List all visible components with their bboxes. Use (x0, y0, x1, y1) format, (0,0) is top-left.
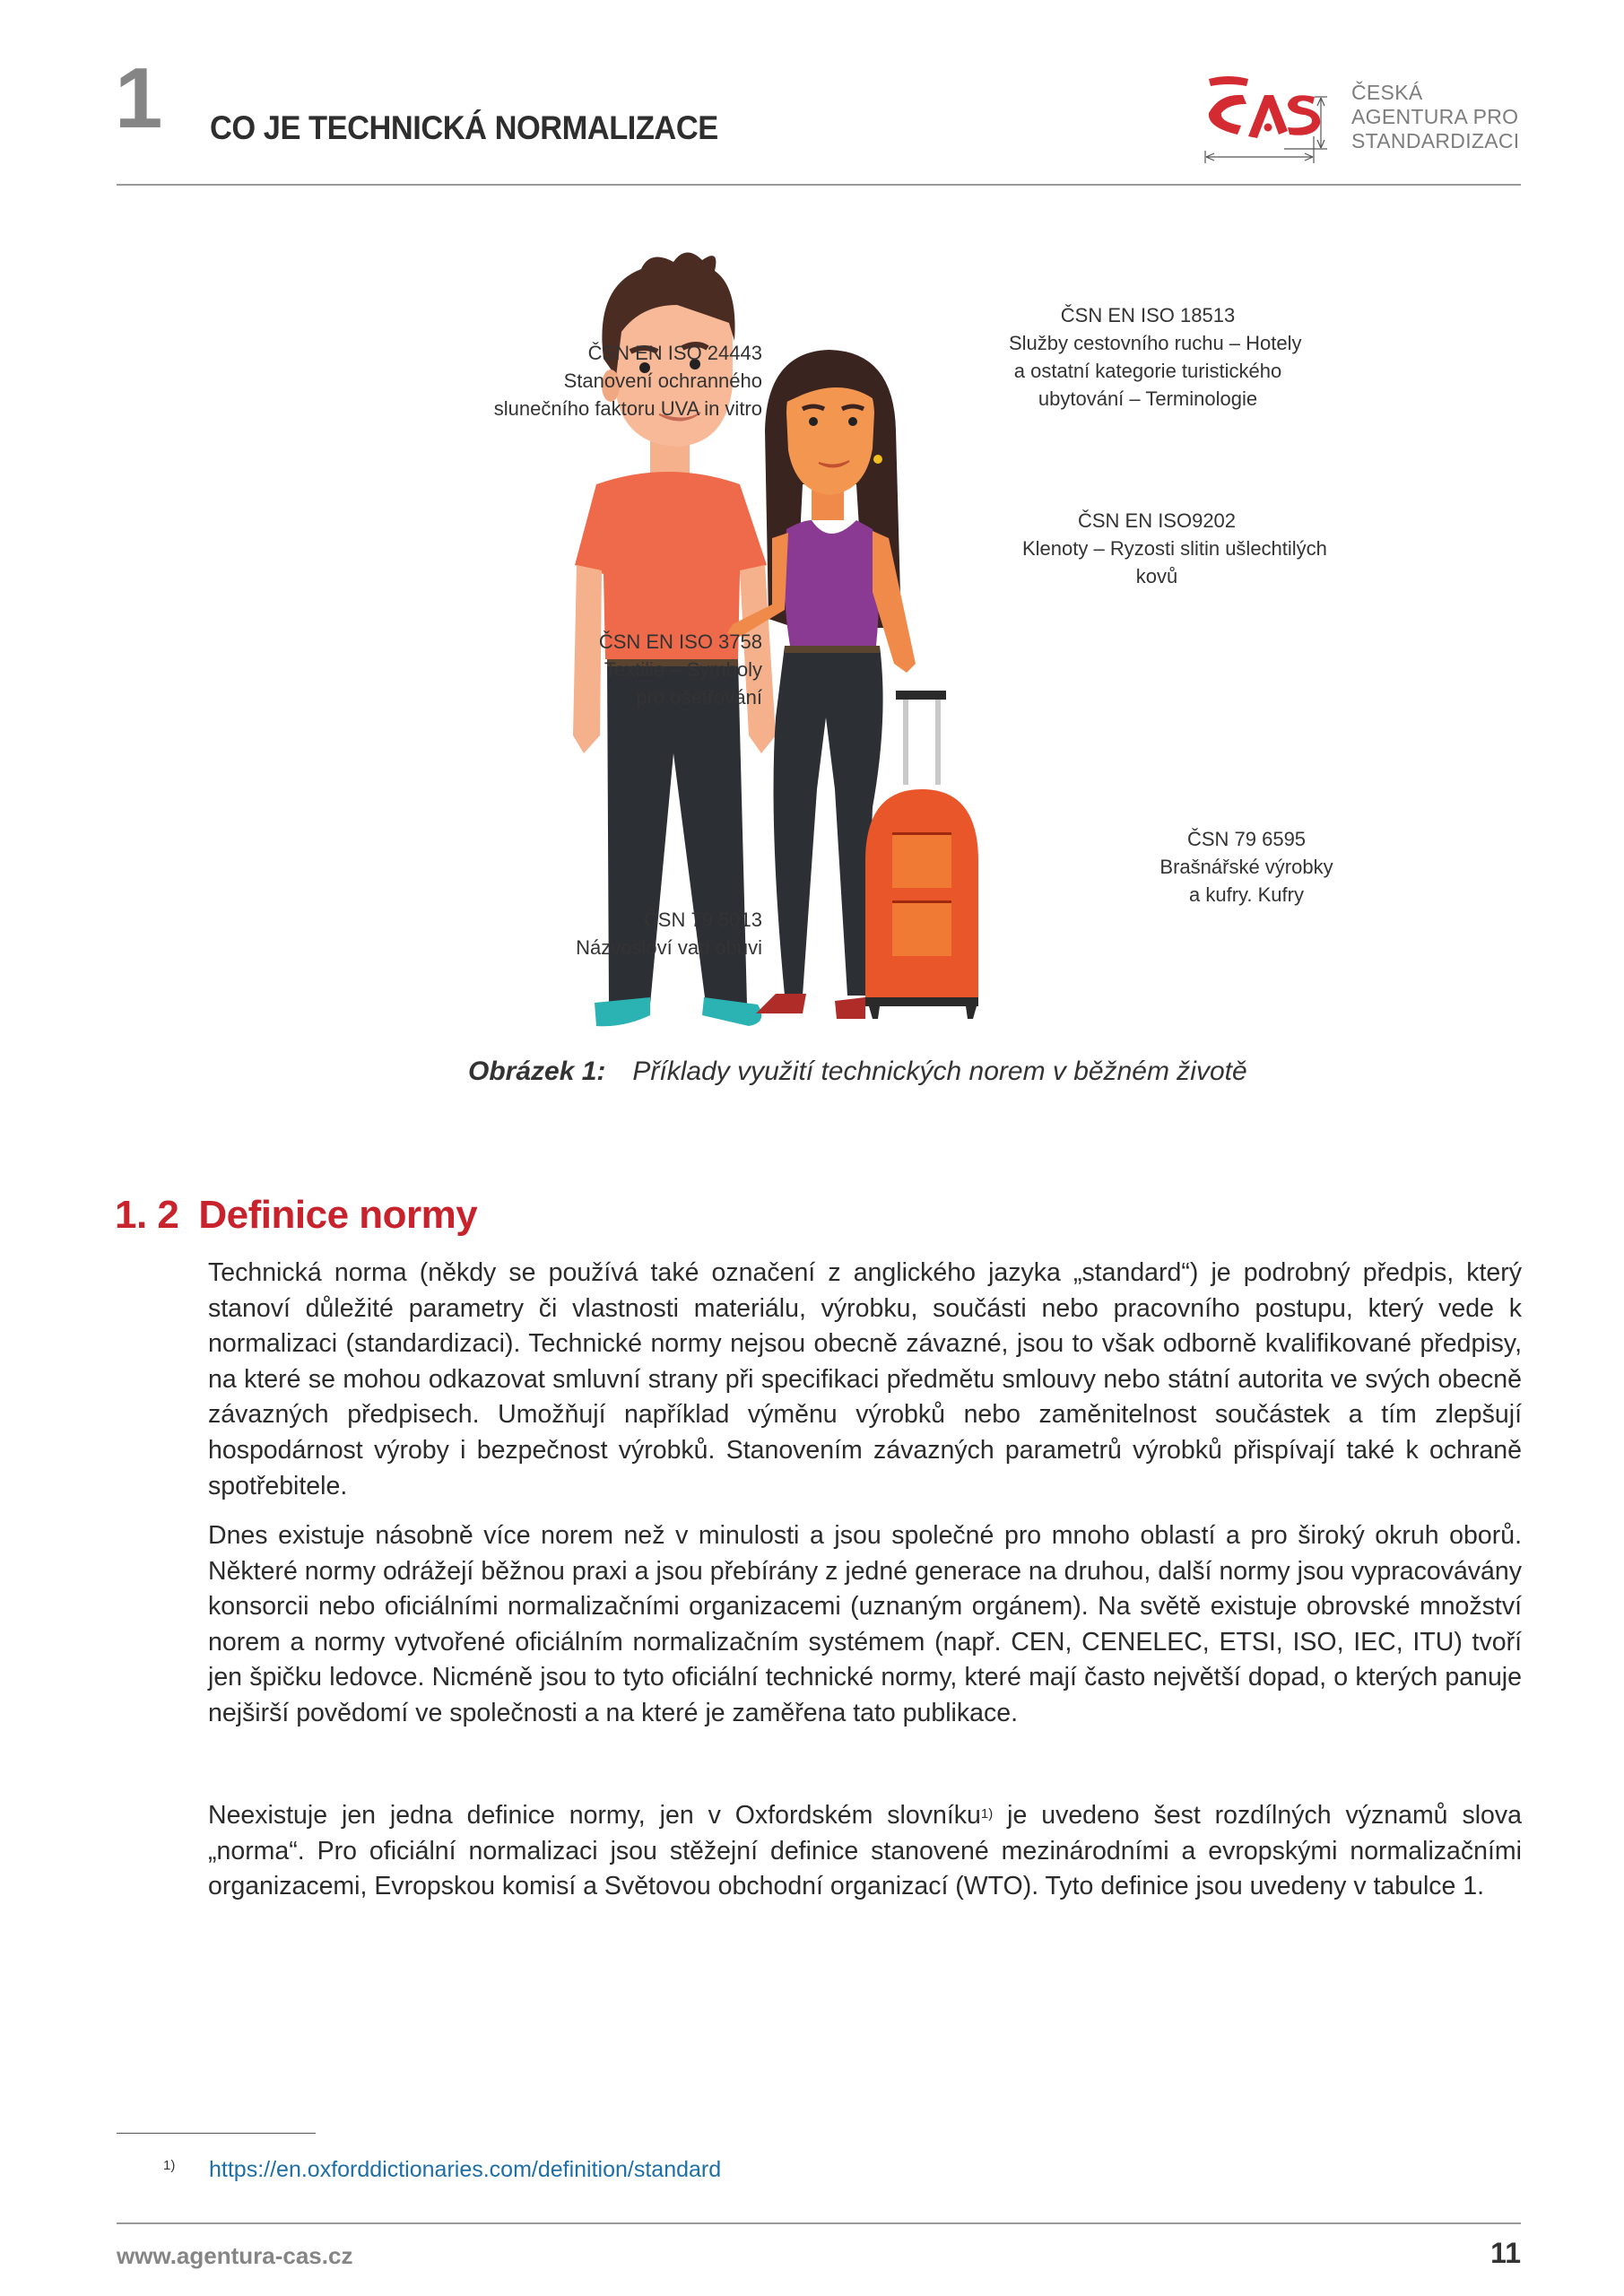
section-title: Definice normy (198, 1193, 478, 1237)
body-paragraph-1 (208, 1256, 1522, 1504)
callout-desc: Brašnářské výrobky (1159, 856, 1333, 878)
paragraph-text: Technická norma (někdy se používá také označení z anglického jazyka „standard“) je podrobný předpis, který stanoví důležité parametry či vlastnosti materiálu, výrobku, součásti nebo pracovního postupu, který vede k normalizaci (standardizaci). Technické normy nejsou obecně závazné, jsou to však odborně kvalifikované předpisy, na které se mohou odkazovat smluvní strany při specifikaci předmětu smlouvy nebo státní autorita ve svých obecně závazných předpisech. Umožňují například výměnu výrobků nebo zaměnitelnost součástek a tím zlepšují hospodárnost výroby i bezpečnost výrobků. Stanovením závazných parametrů výrobků přispívají také k ochraně spotřebitele. (208, 1258, 1522, 1500)
callout-code: ČSN 79 6595 (1186, 828, 1307, 850)
callout-code: ČSN EN ISO9202 (1077, 509, 1237, 532)
callout-code: ČSN EN ISO 24443 (587, 342, 762, 364)
cas-logo (1202, 72, 1524, 166)
figure-standards-in-everyday-life (381, 251, 1403, 1040)
callout-code: ČSN 79 5013 (643, 909, 762, 931)
callout-desc: Textilie – Symboly (604, 658, 762, 681)
section-heading (115, 1193, 477, 1238)
callout-desc: ubytování – Terminologie (1038, 387, 1258, 410)
footnote-divider (117, 2133, 316, 2134)
body-paragraph-2 (208, 1518, 1522, 1732)
callout-hotels-terminology (1009, 301, 1302, 413)
caption-text: Příklady využití technických norem v běžném životě (632, 1057, 1247, 1086)
callout-desc: kovů (1135, 565, 1178, 587)
paragraph-text: Dnes existuje násobně více norem než v minulosti a jsou společné pro mnoho oblastí a pro široký okruh oborů. Některé normy odrážejí běžnou praxi a jsou přebírány z jedné generace na druhou, další normy jsou vypracovávány konsorcii nebo oficiálními normalizačními organizacemi (uznaným orgánem). Na světě existuje obrovské množství norem a normy vytvořené oficiálním normalizačním systémem (např. CEN, CENELEC, ETSI, ISO, IEC, ITU) tvoří jen špičku ledovce. Nicméně jsou to tyto oficiální technické normy, které mají často největší dopad, o kterých panuje nejširší povědomí ve společnosti a na které je zaměřena tato publikace. (208, 1521, 1522, 1727)
cas-logo-icon (1202, 72, 1327, 166)
logo-line: AGENTURA PRO (1351, 105, 1519, 128)
callout-code: ČSN EN ISO 3758 (598, 631, 762, 653)
header-divider (117, 184, 1521, 186)
chapter-number: 1 (115, 50, 161, 146)
callout-footwear-defects (576, 906, 762, 961)
callout-uva-sunscreen (494, 339, 762, 422)
figure-caption (468, 1057, 1247, 1087)
body-paragraph-3 (208, 1798, 1522, 1905)
logo-line: STANDARDIZACI (1351, 129, 1520, 152)
footer-divider (117, 2222, 1521, 2224)
footnote-marker: 1) (163, 2158, 176, 2173)
callout-desc: slunečního faktoru UVA in vitro (493, 397, 762, 420)
caption-label: Obrázek 1: (468, 1057, 606, 1086)
section-number: 1. 2 (115, 1193, 179, 1237)
callout-jewellery (1022, 507, 1327, 590)
footer-website[interactable]: www.agentura-cas.cz (117, 2242, 353, 2269)
paragraph-text-end: je uvedeno šest rozdílných významů slova „norma“. Pro oficiální normalizaci jsou stěžejní definice stanovené mezinárodními a evropskými normalizačními organizacemi, Evropskou komisí a Světovou obchodní organizací (WTO). Tyto definice jsou uvedeny v tabulce 1. (208, 1801, 1522, 1901)
paragraph-text (208, 1798, 1522, 1905)
callout-desc: Stanovení ochranného (563, 370, 762, 392)
logo-line: ČESKÁ (1351, 81, 1423, 104)
callout-desc: pro ošetřování (636, 686, 762, 709)
callout-code: ČSN EN ISO 18513 (1060, 304, 1236, 326)
callout-luggage (1148, 825, 1345, 909)
callout-desc: a ostatní kategorie turistického (1013, 360, 1282, 382)
suitcase-illustration (865, 691, 978, 1019)
page-number: 11 (1490, 2237, 1521, 2269)
footnote-reference[interactable]: 1) (980, 1806, 994, 1822)
callout-desc: a kufry. Kufry (1189, 883, 1304, 906)
callout-textile-care (599, 628, 762, 711)
chapter-title: CO JE TECHNICKÁ NORMALIZACE (210, 109, 718, 146)
logo-org-name (1351, 81, 1519, 153)
paragraph-text-start: Neexistuje jen jedna definice normy, jen v Oxfordském slovníku (208, 1801, 981, 1830)
callout-desc: Klenoty – Ryzosti slitin ušlechtilých (1022, 537, 1327, 560)
callout-desc: Služby cestovního ruchu – Hotely (1009, 332, 1302, 354)
callout-desc: Názvosloví vad obuvi (576, 936, 762, 959)
footnote-link[interactable]: https://en.oxforddictionaries.com/definition/standard (209, 2157, 722, 2182)
